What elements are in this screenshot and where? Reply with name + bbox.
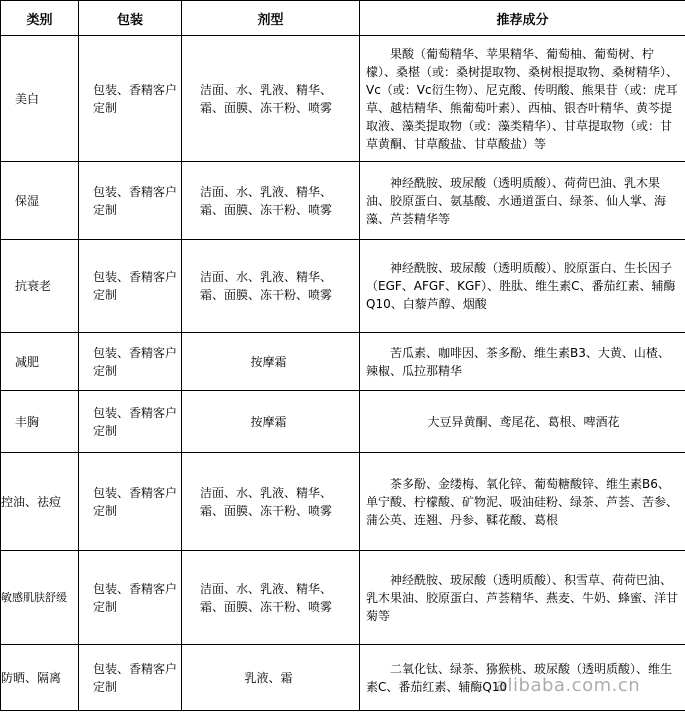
header-form: 剂型 (182, 1, 360, 36)
row-ingredients: 苦瓜素、咖啡因、茶多酚、维生素B3、大黄、山楂、辣椒、瓜拉那精华 (360, 333, 685, 391)
table-row-anti-aging (1, 240, 685, 333)
row-form: 洁面、水、乳液、精华、霜、面膜、冻干粉、喷雾 (182, 453, 360, 551)
row-category: 敏感肌肤舒缓 (1, 551, 79, 645)
row-category: 美白 (1, 36, 79, 162)
table-row-whitening (1, 36, 685, 162)
row-form: 按摩霜 (182, 391, 360, 453)
row-packaging: 包装、香精客户定制 (79, 453, 182, 551)
row-packaging: 包装、香精客户定制 (79, 551, 182, 645)
table-header-row (1, 1, 685, 36)
row-packaging: 包装、香精客户定制 (79, 391, 182, 453)
row-ingredients: 二氧化钛、绿茶、猕猴桃、玻尿酸（透明质酸）、维生素C、番茄红素、辅酶Q10 (360, 645, 685, 711)
row-form: 洁面、水、乳液、精华、霜、面膜、冻干粉、喷雾 (182, 162, 360, 240)
header-ingredients: 推荐成分 (360, 1, 685, 36)
row-category: 防晒、隔离 (1, 645, 79, 711)
row-ingredients: 神经酰胺、玻尿酸（透明质酸）、积雪草、荷荷巴油、乳木果油、胶原蛋白、芦荟精华、燕麦、牛奶、蜂蜜、洋甘菊等 (360, 551, 685, 645)
header-packaging: 包装 (79, 1, 182, 36)
row-packaging: 包装、香精客户定制 (79, 162, 182, 240)
row-ingredients: 神经酰胺、玻尿酸（透明质酸）、胶原蛋白、生长因子（EGF、AFGF、KGF）、胜肽、维生素C、番茄红素、辅酶Q10、白藜芦醇、烟酸 (360, 240, 685, 333)
row-form: 洁面、水、乳液、精华、霜、面膜、冻干粉、喷雾 (182, 36, 360, 162)
row-category: 丰胸 (1, 391, 79, 453)
row-form: 乳液、霜 (182, 645, 360, 711)
row-packaging: 包装、香精客户定制 (79, 645, 182, 711)
table-row-breast (1, 391, 685, 453)
table-row-oil-control (1, 453, 685, 551)
table-row-sensitive-skin (1, 551, 685, 645)
row-ingredients: 茶多酚、金缕梅、氧化锌、葡萄糖酸锌、维生素B6、单宁酸、柠檬酸、矿物泥、吸油硅粉、绿茶、芦荟、苦参、蒲公英、连翘、丹参、鞣花酸、葛根 (360, 453, 685, 551)
row-category: 控油、祛痘 (1, 453, 79, 551)
header-category: 类别 (1, 1, 79, 36)
row-ingredients: 果酸（葡萄精华、苹果精华、葡萄柚、葡萄树、柠檬）、桑椹（或：桑树提取物、桑树根提取物、桑树精华）、Vc（或：Vc衍生物）、尼克酸、传明酸、熊果苷（或：虎耳草、越桔精华、熊葡萄叶素）、西柚、银杏叶精华、黄芩提取液、藻类提取物（或：藻类精华）、甘草提取物（或：甘草黄酮、甘草酸盐、甘草酸盐）等 (360, 36, 685, 162)
row-packaging: 包装、香精客户定制 (79, 333, 182, 391)
table-row-slimming (1, 333, 685, 391)
row-packaging: 包装、香精客户定制 (79, 36, 182, 162)
watermark-text: alibaba.com.cn (496, 675, 641, 696)
row-form: 洁面、水、乳液、精华、霜、面膜、冻干粉、喷雾 (182, 240, 360, 333)
table-row-sunscreen (1, 645, 685, 711)
row-form: 洁面、水、乳液、精华、霜、面膜、冻干粉、喷雾 (182, 551, 360, 645)
row-packaging: 包装、香精客户定制 (79, 240, 182, 333)
row-category: 抗衰老 (1, 240, 79, 333)
row-category: 保湿 (1, 162, 79, 240)
row-form: 按摩霜 (182, 333, 360, 391)
row-category: 减肥 (1, 333, 79, 391)
table-row-moisturizing (1, 162, 685, 240)
row-ingredients: 神经酰胺、玻尿酸（透明质酸）、荷荷巴油、乳木果油、胶原蛋白、氨基酸、水通道蛋白、绿茶、仙人掌、海藻、芦荟精华等 (360, 162, 685, 240)
row-ingredients: 大豆异黄酮、鸢尾花、葛根、啤酒花 (360, 391, 685, 453)
